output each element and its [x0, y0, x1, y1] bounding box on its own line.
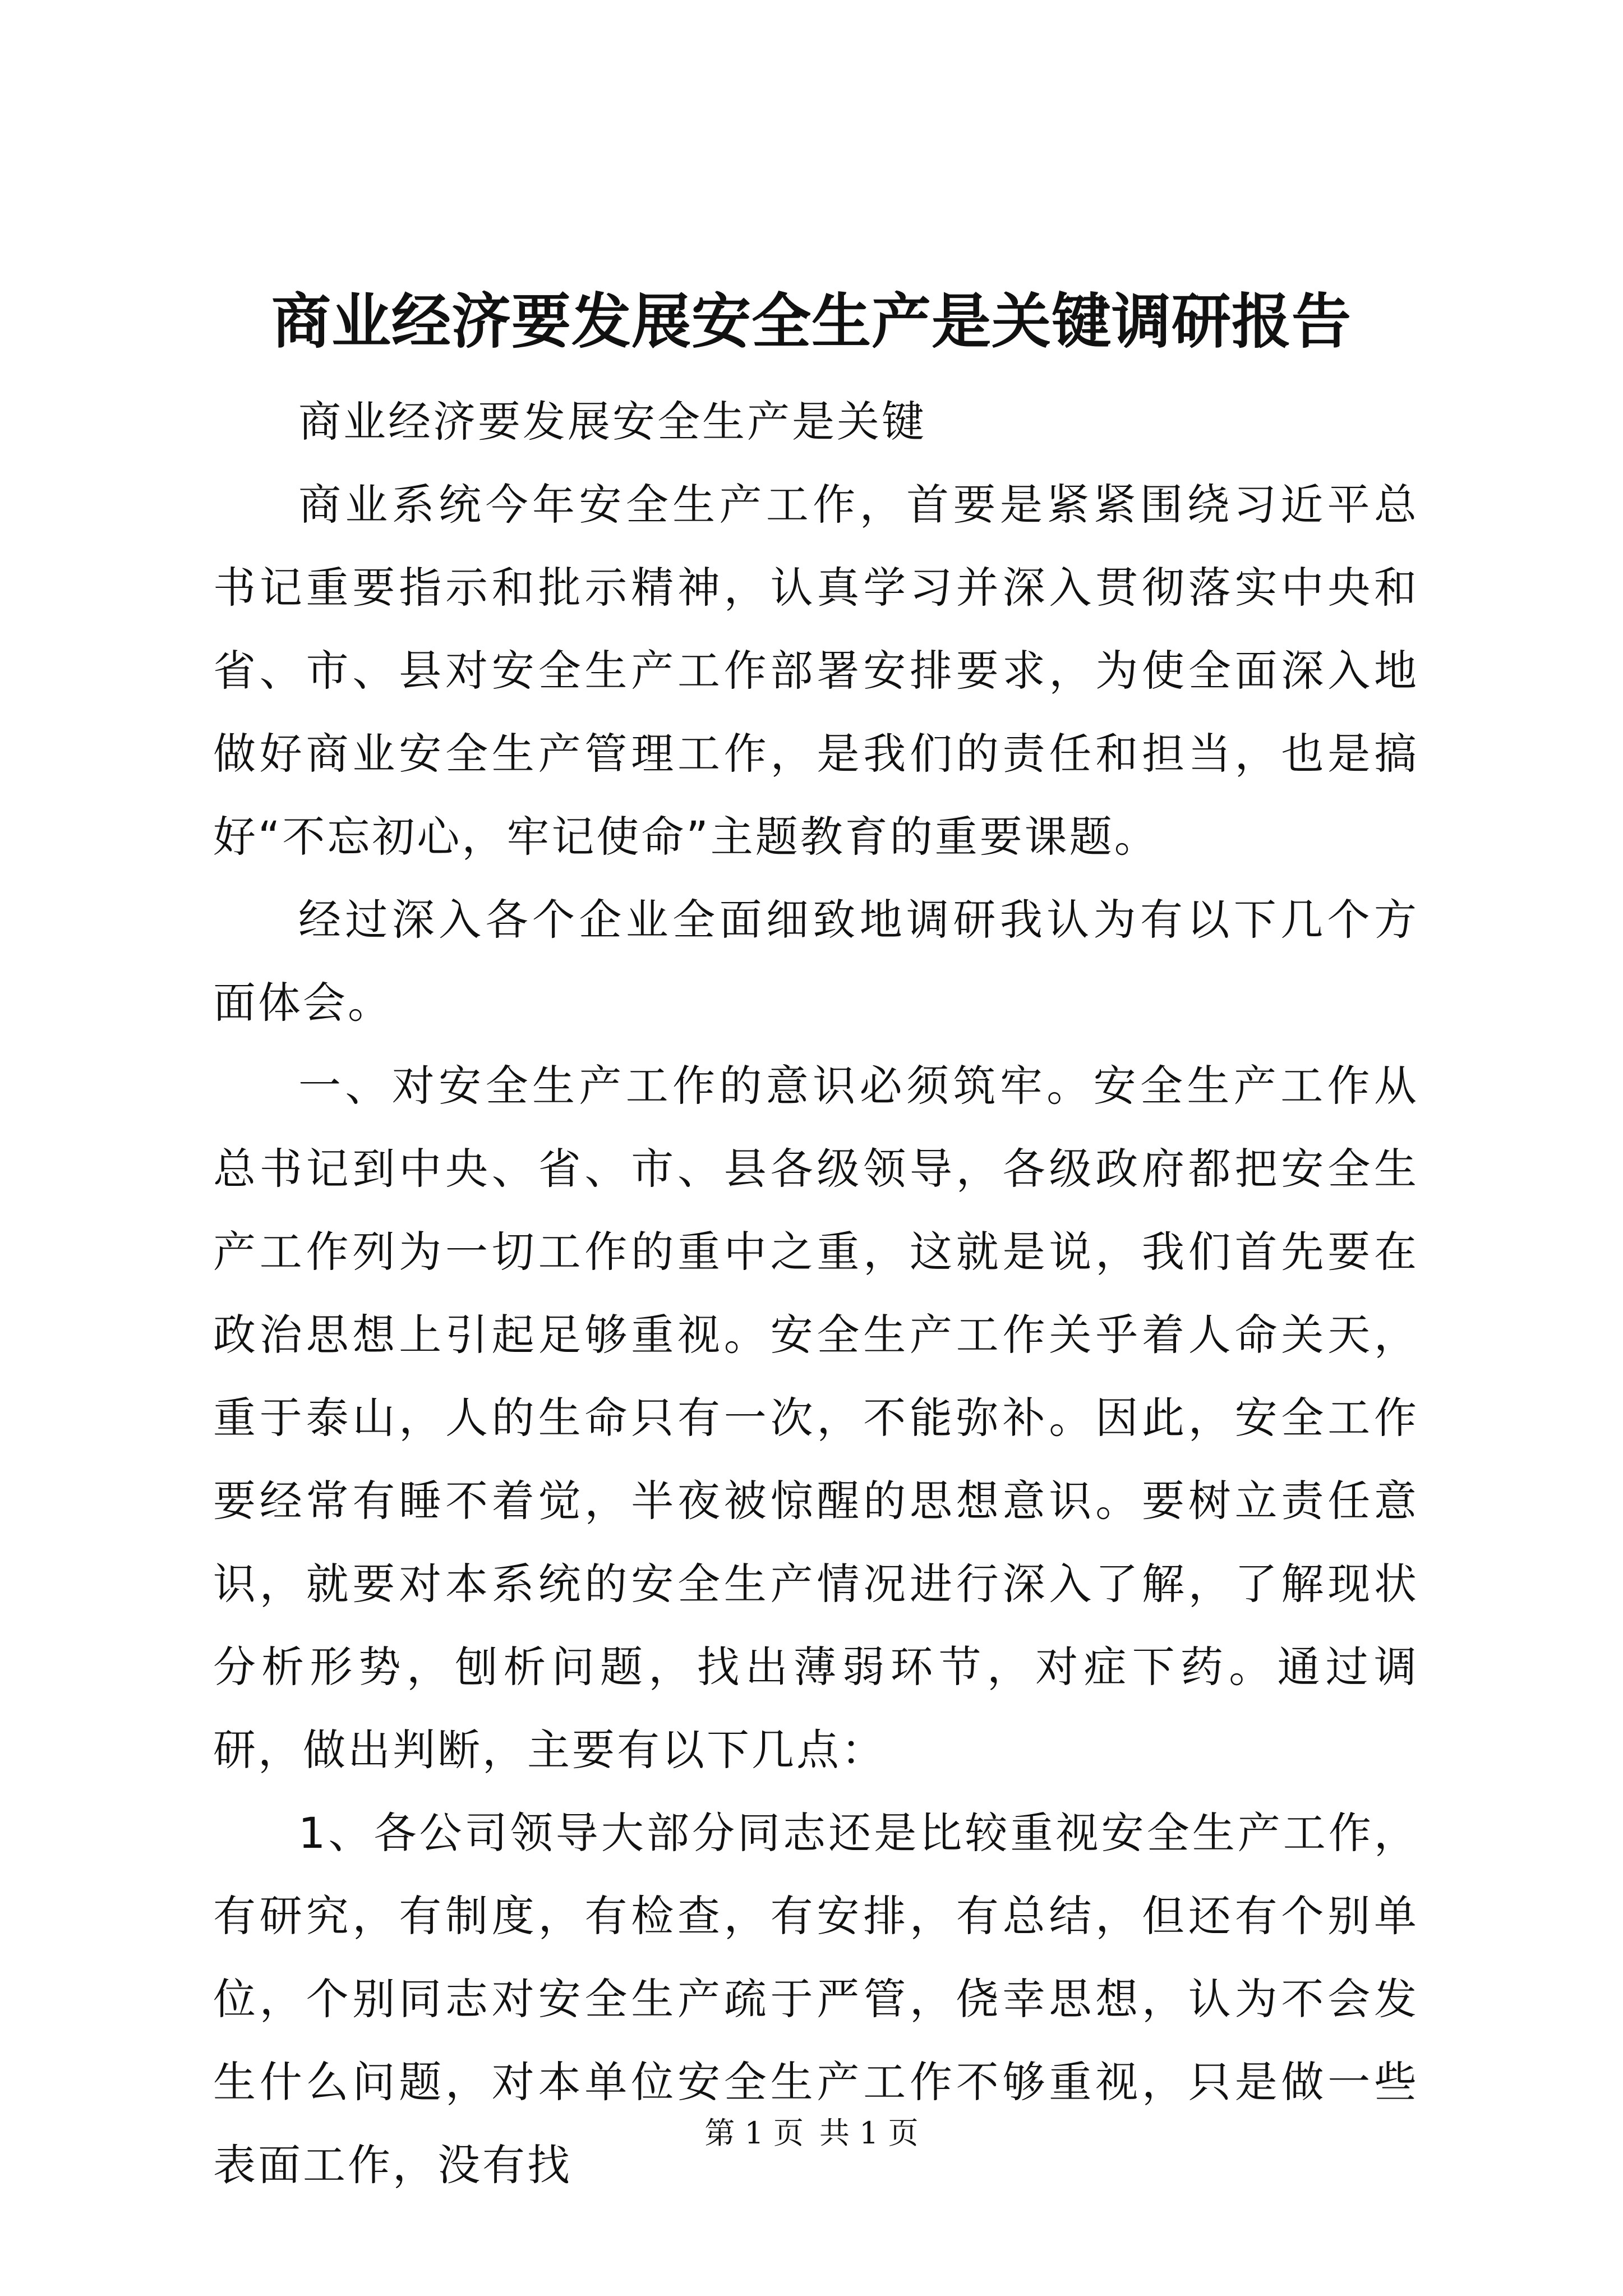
page-total: 共 1 页 — [819, 2115, 919, 2151]
page-number: 第 1 页 — [704, 2115, 804, 2151]
paragraph-findings-intro: 经过深入各个企业全面细致地调研我认为有以下几个方面体会。 — [213, 895, 1419, 1028]
paragraph-subtitle: 商业经济要发展安全生产是关键 — [298, 397, 926, 447]
document-title: 商业经济要发展安全生产是关键调研报告 — [271, 286, 1352, 356]
document-body — [213, 380, 1419, 2207]
paragraph-point-one: 1、各公司领导大部分同志还是比较重视安全生产工作，有研究，有制度，有检查，有安排，有总结，但还有个别单位，个别同志对安全生产疏于严管，侥幸思想，认为不会发生什么问题，对本单位安全生产工作不够重视，只是做一些表面工作，没有找 — [213, 1808, 1419, 2190]
page-footer — [0, 2114, 1623, 2153]
paragraph-section-one: 一、对安全生产工作的意识必须筑牢。安全生产工作从总书记到中央、省、市、县各级领导，各级政府都把安全生产工作列为一切工作的重中之重，这就是说，我们首先要在政治思想上引起足够重视。安全生产工作关乎着人命关天，重于泰山，人的生命只有一次，不能弥补。因此，安全工作要经常有睡不着觉，半夜被惊醒的思想意识。要树立责任意识，就要对本系统的安全生产情况进行深入了解，了解现状分析形势，刨析问题，找出薄弱环节，对症下药。通过调研，做出判断，主要有以下几点： — [213, 1061, 1419, 1775]
paragraph-intro: 商业系统今年安全生产工作，首要是紧紧围绕习近平总书记重要指示和批示精神，认真学习并深入贯彻落实中央和省、市、县对安全生产工作部署安排要求，为使全面深入地做好商业安全生产管理工作，是我们的责任和担当，也是搞好“不忘初心，牢记使命”主题教育的重要课题。 — [213, 480, 1419, 862]
